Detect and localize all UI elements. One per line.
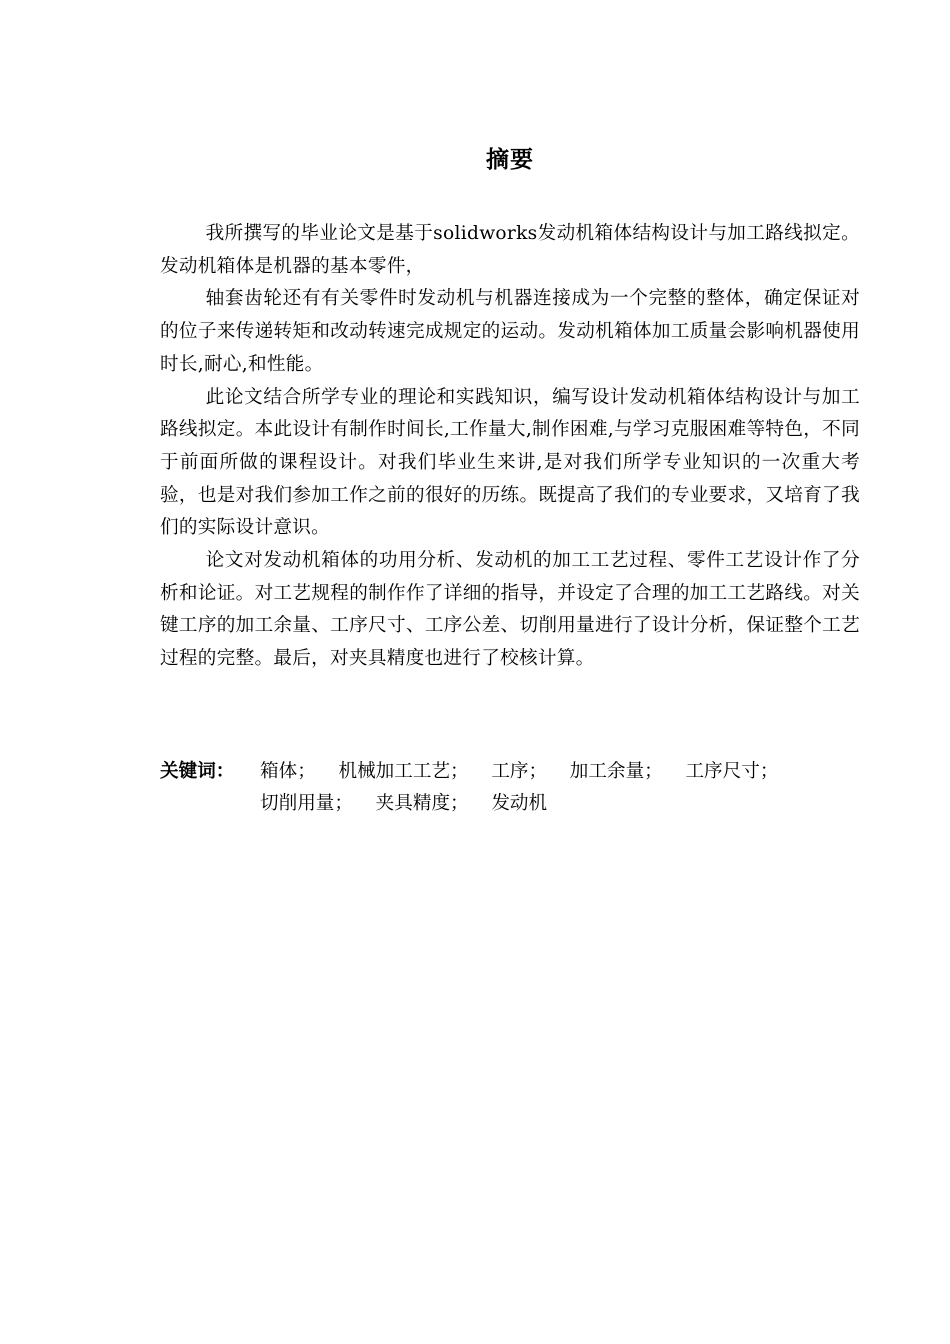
keyword-separator: ；: [450, 793, 469, 814]
keyword-separator: ；: [297, 761, 316, 782]
keyword-text: 加工余量: [569, 761, 645, 782]
keyword-text: 工序: [491, 761, 529, 782]
keyword-separator: ；: [644, 761, 663, 782]
keyword-text: 夹具精度: [375, 793, 451, 814]
keyword-item: [260, 761, 333, 782]
keyword-separator: ；: [759, 761, 779, 782]
abstract-paragraph-3: 此论文结合所学专业的理论和实践知识，编写设计发动机箱体结构设计与加工路线拟定。本此设计有制作时间长,工作量大,制作困难,与学习克服困难等特色，不同于前面所做的课程设计。对我们毕业生来讲,是对我们所学专业知识的一次重大考验，也是对我们参加工作之前的很好的历练。既提高了我们的专业要求，又培育了我们的实际设计意识。: [160, 386, 860, 539]
abstract-paragraph-4: 论文对发动机箱体的功用分析、发动机的加工工艺过程、零件工艺设计作了分析和论证。对工艺规程的制作作了详细的指导，并设定了合理的加工工艺路线。对关键工序的加工余量、工序尺寸、工序公差、切削用量进行了设计分析，保证整个工艺过程的完整。最后，对夹具精度也进行了校核计算。: [160, 550, 860, 670]
keyword-item: [338, 761, 485, 782]
keywords-list: [260, 756, 860, 820]
keyword-text: 发动机: [491, 793, 548, 814]
keyword-item: [491, 793, 564, 814]
keyword-item: [376, 793, 486, 814]
abstract-body: [160, 218, 860, 676]
keyword-text: 箱体: [260, 761, 298, 782]
keyword-separator: ；: [450, 761, 469, 782]
keyword-item: [260, 793, 370, 814]
keyword-item: [491, 761, 564, 782]
keyword-item: [685, 761, 795, 782]
keyword-separator: ；: [334, 793, 353, 814]
keyword-item: [570, 761, 680, 782]
abstract-paragraph-1: 我所撰写的毕业论文是基于solidworks发动机箱体结构设计与加工路线拟定。发动机箱体是机器的基本零件，: [160, 223, 860, 277]
keyword-text: 机械加工工艺: [338, 761, 451, 782]
abstract-title: 摘要: [486, 147, 534, 173]
keywords-label: 关键词：: [160, 761, 235, 782]
keyword-text: 工序尺寸: [685, 761, 760, 782]
keyword-separator: ；: [528, 761, 548, 782]
keyword-text: 切削用量: [260, 793, 335, 814]
abstract-paragraph-2: 轴套齿轮还有有关零件时发动机与机器连接成为一个完整的整体，确定保证对的位子来传递转矩和改动转速完成规定的运动。发动机箱体加工质量会影响机器使用时长,耐心,和性能。: [160, 288, 860, 375]
